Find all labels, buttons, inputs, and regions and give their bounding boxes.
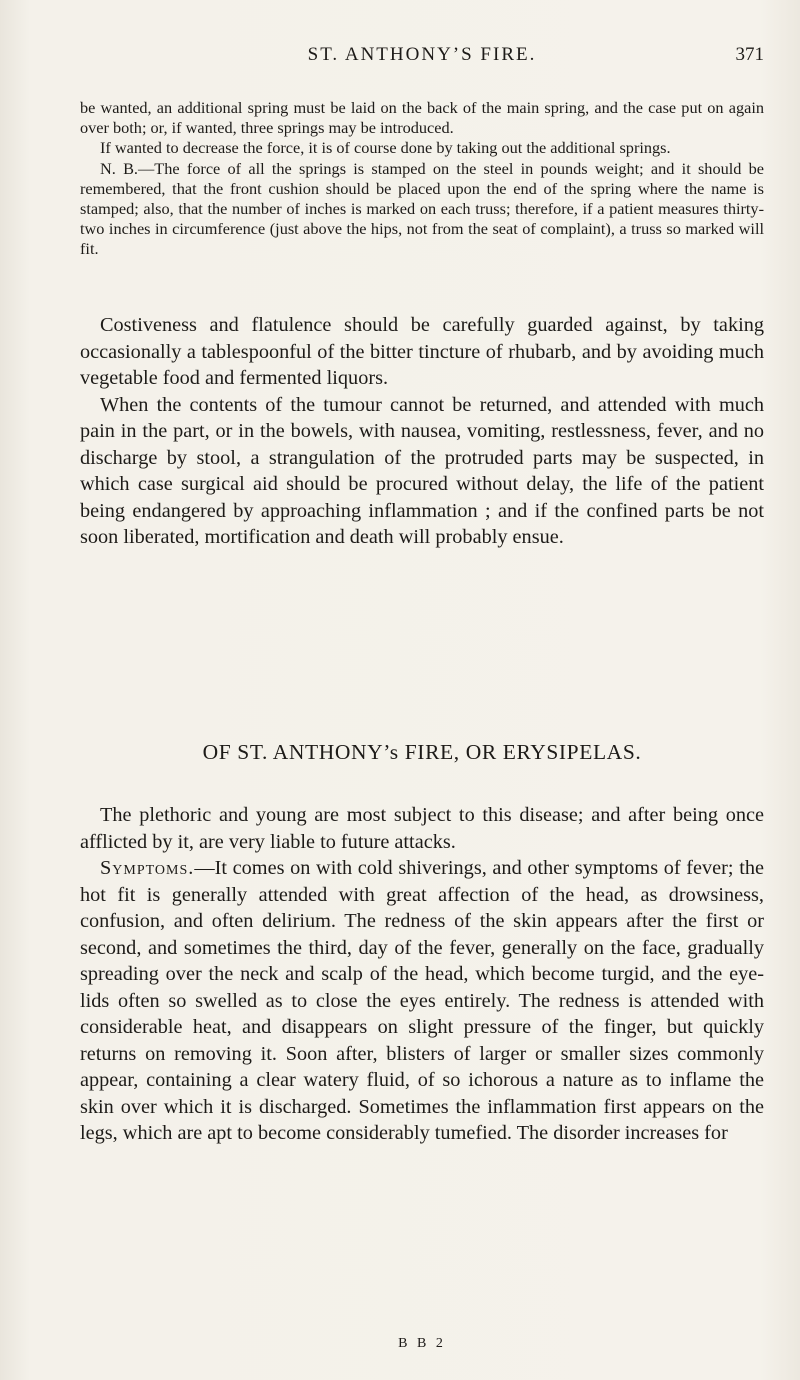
paragraph: Costiveness and flatulence should be carefully guarded against, by taking occasionally a tablespoonful of the bitter tincture of rhubarb, and by avoiding much vegetable food and fermented liquors. — [80, 314, 764, 389]
signature-mark: B B 2 — [398, 1336, 446, 1351]
page-number: 371 — [735, 44, 764, 65]
paragraph: The plethoric and young are most subject to this disease; and after being once afflicted by it, are very liable to future attacks. — [80, 804, 764, 853]
truss-instructions — [80, 98, 764, 260]
running-head — [80, 44, 764, 74]
erysipelas-text — [80, 802, 764, 1147]
section-heading: OF ST. ANTHONY’s FIRE, OR ERYSIPELAS. — [202, 740, 642, 764]
paragraph: N. B.—The force of all the springs is stamped on the steel in pounds weight; and it should be remembered, that the front cushion should be placed upon the end of the spring where the name is stamped; also, that the number of inches is marked on each truss; therefore, if a patient measures thirty-two inches in circumference (just above the hips, not from the seat of complaint), a truss so marked will fit. — [80, 158, 764, 259]
rupture-care-text — [80, 312, 764, 551]
paragraph: be wanted, an additional spring must be laid on the back of the main spring, and the case put on again over both; or, if wanted, three springs may be introduced. — [80, 98, 764, 138]
paragraph: If wanted to decrease the force, it is of course done by taking out the additional springs. — [100, 138, 671, 158]
running-title: ST. ANTHONY’S FIRE. — [307, 44, 537, 65]
symptoms-text: —It comes on with cold shiverings, and other symptoms of fever; the hot fit is generally attended with great affection of the head, as drowsiness, confusion, and often delirium. The redness of the skin appears after the first or second, and sometimes the third, day of the fever, generally on the face, gradually spreading over the neck and scalp of the head, which become turgid, and the eye-lids often so swelled as to close the eyes entirely. The redness is attended with considerable heat, and disappears on slight pressure of the finger, but quickly returns on removing it. Soon after, blisters of larger or smaller sizes commonly appear, containing a clear watery fluid, of so ichorous a nature as to inflame the skin over which it is discharged. Sometimes the inflammation first appears on the legs, which are apt to become considerably tumefied. The disorder increases for — [80, 857, 764, 1144]
symptoms-paragraph — [80, 855, 764, 1147]
paragraph: When the contents of the tumour cannot be returned, and attended with much pain in the part, or in the bowels, with nausea, vomiting, restlessness, fever, and no discharge by stool, a strangulation of the protruded parts may be suspected, in which case surgical aid should be procured without delay, the life of the patient being endangered by approaching inflammation ; and if the confined parts be not soon liberated, mortification and death will probably ensue. — [80, 393, 764, 548]
symptoms-label: Symptoms. — [100, 857, 195, 879]
